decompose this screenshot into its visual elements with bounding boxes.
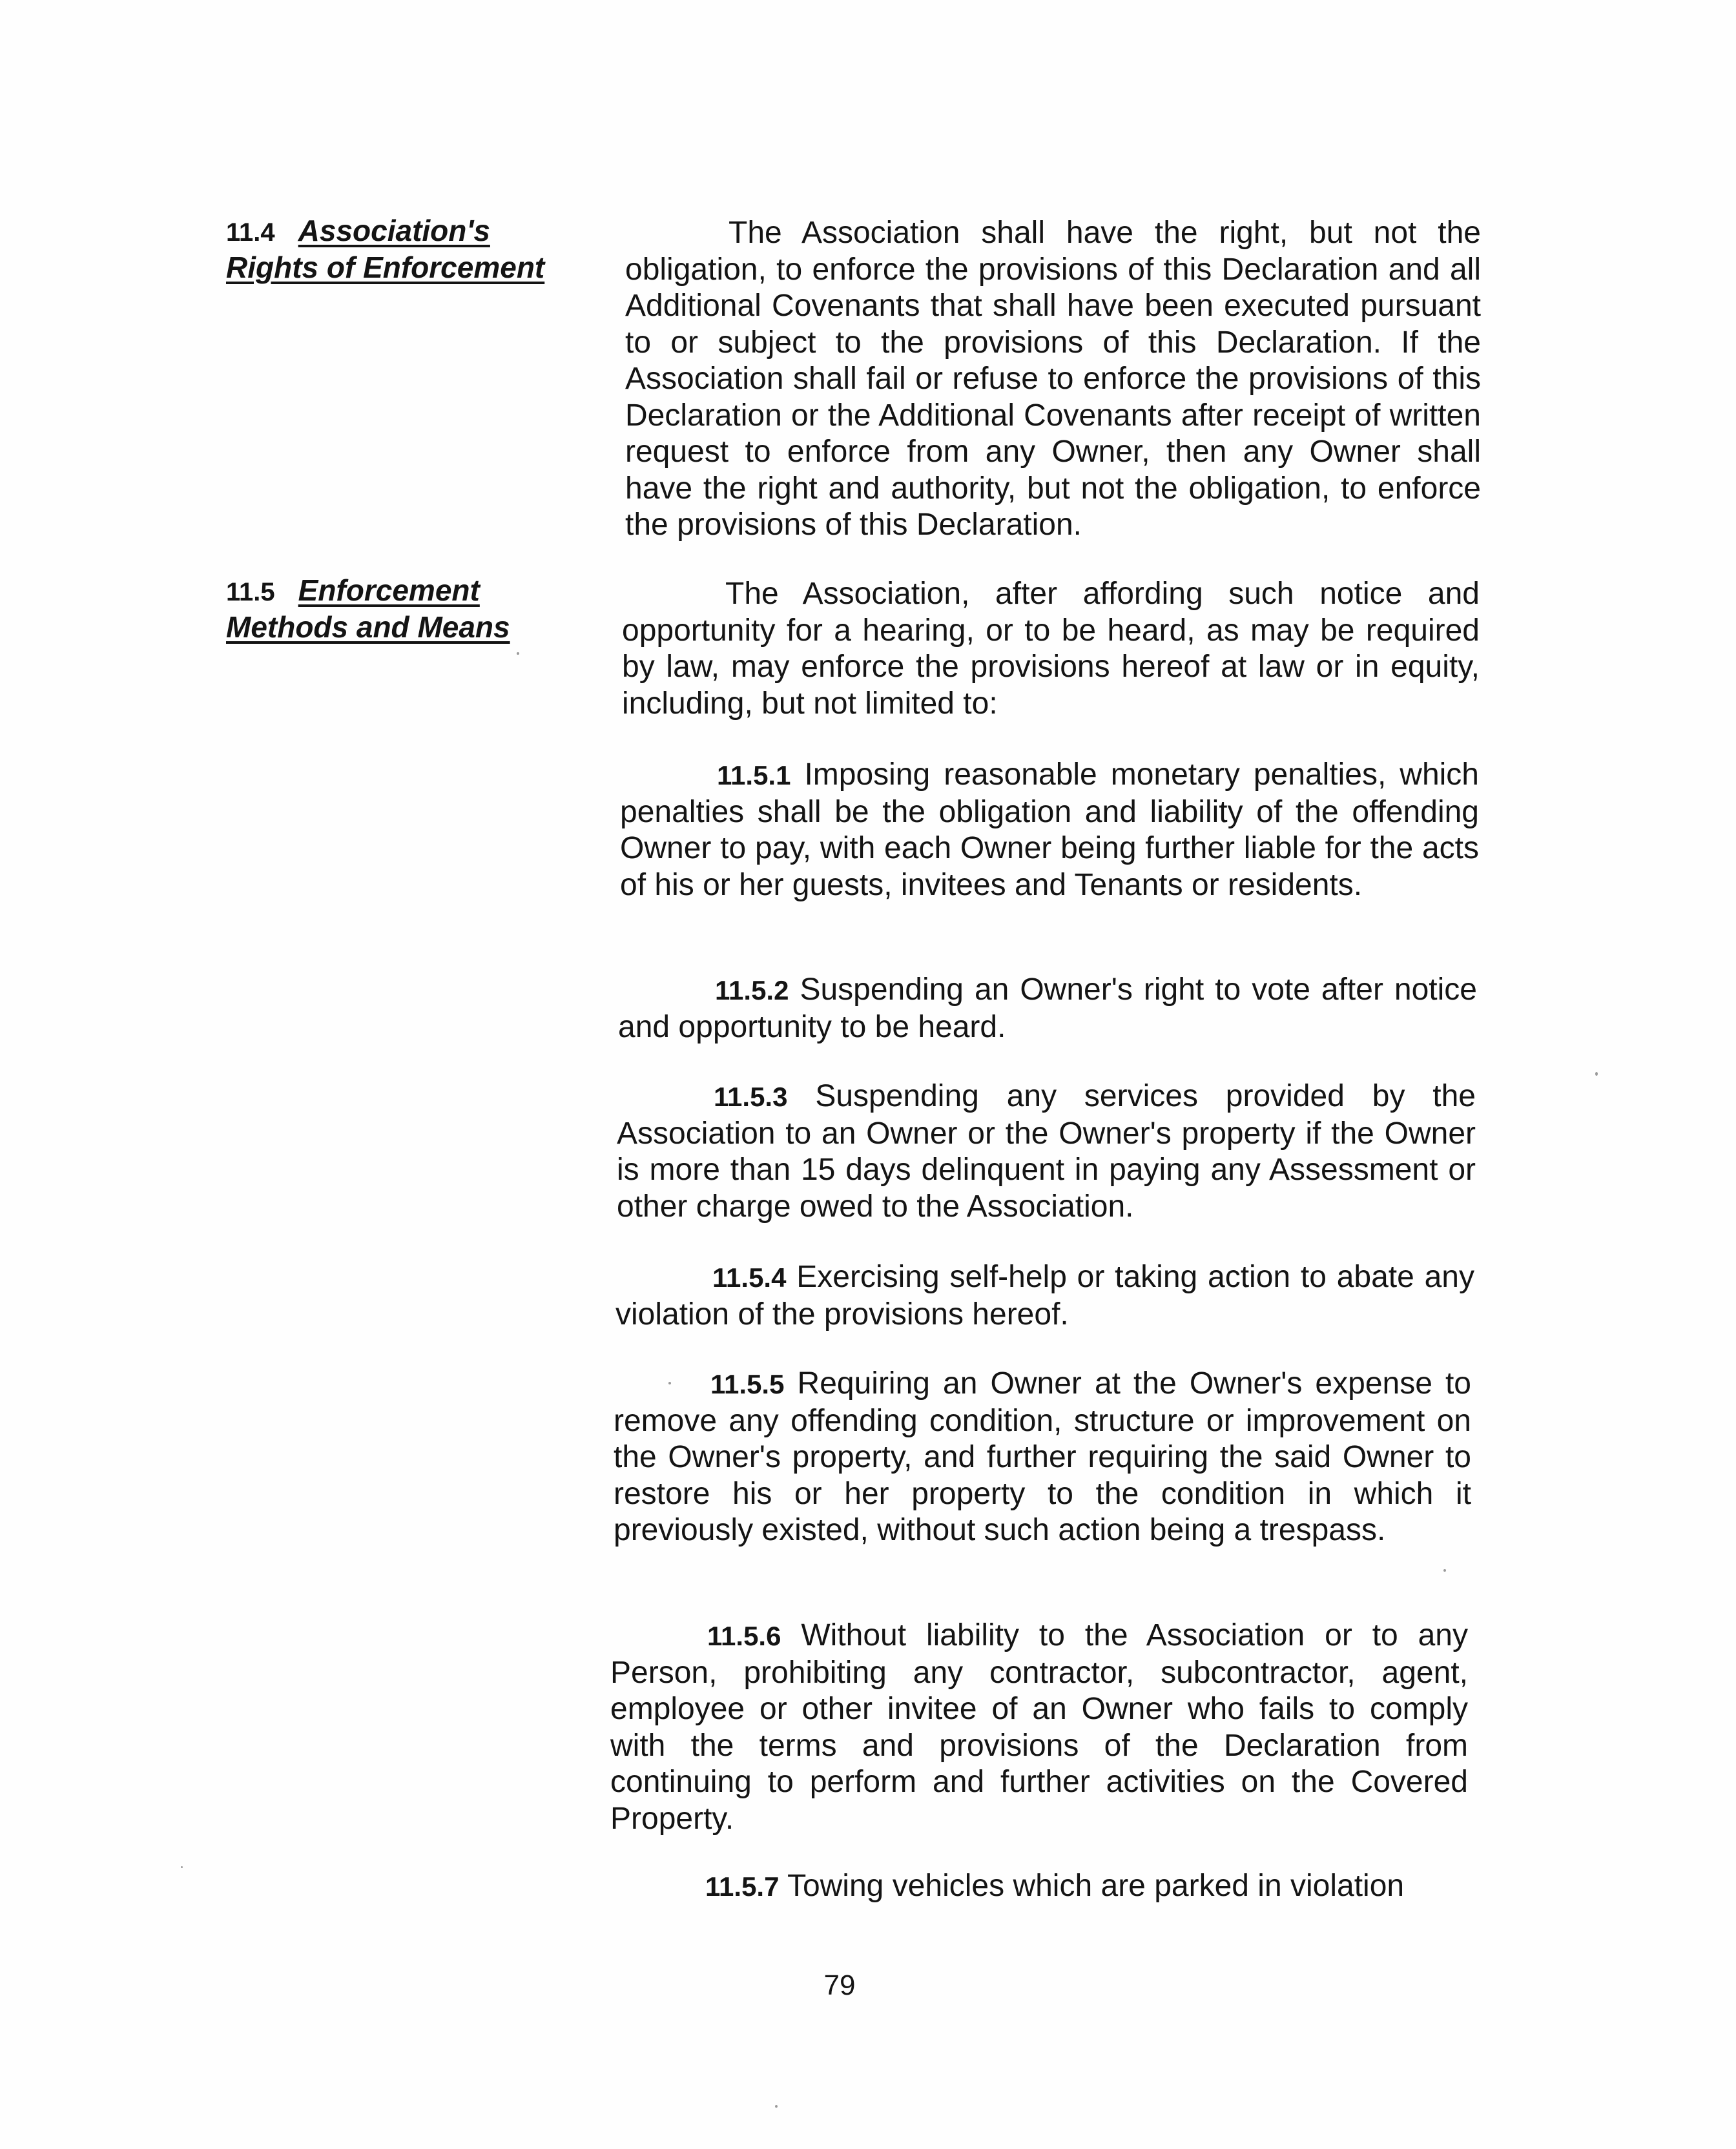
scan-speck bbox=[181, 1866, 183, 1868]
subsection-number: 11.5.6 bbox=[707, 1621, 781, 1651]
subsection-number: 11.5.2 bbox=[715, 975, 789, 1005]
subsection-11-5-1 bbox=[620, 757, 1479, 903]
section-title-line2: Methods and Means bbox=[226, 610, 510, 644]
subsection-text: Without liability to the Association or to any Person, prohibiting any contractor, subcontractor, agent, employee or other invitee of an Owner who fails to comply with the terms and provisions of the Declaration from continuing to perform and further activities on the Covered Property. bbox=[610, 1618, 1468, 1836]
subsection-number: 11.5.5 bbox=[710, 1369, 785, 1399]
subsection-11-5-6 bbox=[610, 1618, 1468, 1837]
subsection-11-5-2 bbox=[618, 972, 1477, 1045]
section-paragraph-11-5: The Association, after affording such notice and opportunity for a hearing, or to be heard, as may be required by law, may enforce the provisions hereof at law or in equity, including, but not limited to: bbox=[622, 577, 1480, 721]
section-heading-11-5 bbox=[226, 573, 588, 644]
subsection-text: Exercising self-help or taking action to abate any violation of the provisions hereof. bbox=[615, 1260, 1474, 1332]
subsection-number: 11.5.7 bbox=[705, 1871, 780, 1902]
section-title-line2: Rights of Enforcement bbox=[226, 251, 545, 284]
section-title-line1: Enforcement bbox=[298, 573, 480, 607]
section-paragraph-11-4: The Association shall have the right, but not the obligation, to enforce the provisions of this Declaration and all Additional Covenants that shall have been executed pursuant to or subject to the provisions of this Declaration. If the Association shall fail or refuse to enforce the provisions of this Declaration or the Additional Covenants after receipt of written request to enforce from any Owner, then any Owner shall have the right and authority, but not the obligation, to enforce the provisions of this Declaration. bbox=[625, 216, 1481, 542]
scan-speck bbox=[775, 2105, 778, 2108]
subsection-text: Towing vehicles which are parked in violation bbox=[787, 1869, 1405, 1903]
page-number: 79 bbox=[823, 1969, 856, 2001]
subsection-11-5-7 bbox=[608, 1868, 1466, 1906]
subsection-11-5-5 bbox=[614, 1366, 1471, 1549]
section-title-line1: Association's bbox=[298, 214, 490, 247]
scan-speck bbox=[668, 1382, 671, 1384]
subsection-text: Suspending an Owner's right to vote after notice and opportunity to be heard. bbox=[618, 972, 1478, 1044]
subsection-number: 11.5.3 bbox=[714, 1082, 788, 1112]
subsection-11-5-4 bbox=[615, 1259, 1474, 1333]
subsection-text: Imposing reasonable monetary penalties, which penalties shall be the obligation and liability of the offending Owner to pay, with each Owner being further liable for the acts of his or her guests, invitees and Tenants or residents. bbox=[620, 757, 1479, 902]
subsection-text: Requiring an Owner at the Owner's expense to remove any offending condition, structure or improvement on the Owner's property, and further requiring the said Owner to restore his or her property to the condition in which it previously existed, without such action being a trespass. bbox=[614, 1366, 1471, 1547]
subsection-number: 11.5.1 bbox=[717, 760, 791, 790]
subsection-11-5-3 bbox=[617, 1078, 1476, 1225]
subsection-number: 11.5.4 bbox=[712, 1262, 787, 1293]
scan-speck bbox=[1595, 1072, 1598, 1076]
section-heading-11-4 bbox=[226, 213, 588, 285]
section-number: 11.5 bbox=[226, 578, 275, 606]
section-number: 11.4 bbox=[226, 218, 275, 247]
subsection-text: Suspending any services provided by the Association to an Owner or the Owner's property if the Owner is more than 15 days delinquent in paying any Assessment or other charge owed to the Association. bbox=[617, 1079, 1476, 1224]
scan-speck bbox=[1443, 1569, 1446, 1572]
scan-speck bbox=[517, 652, 519, 655]
